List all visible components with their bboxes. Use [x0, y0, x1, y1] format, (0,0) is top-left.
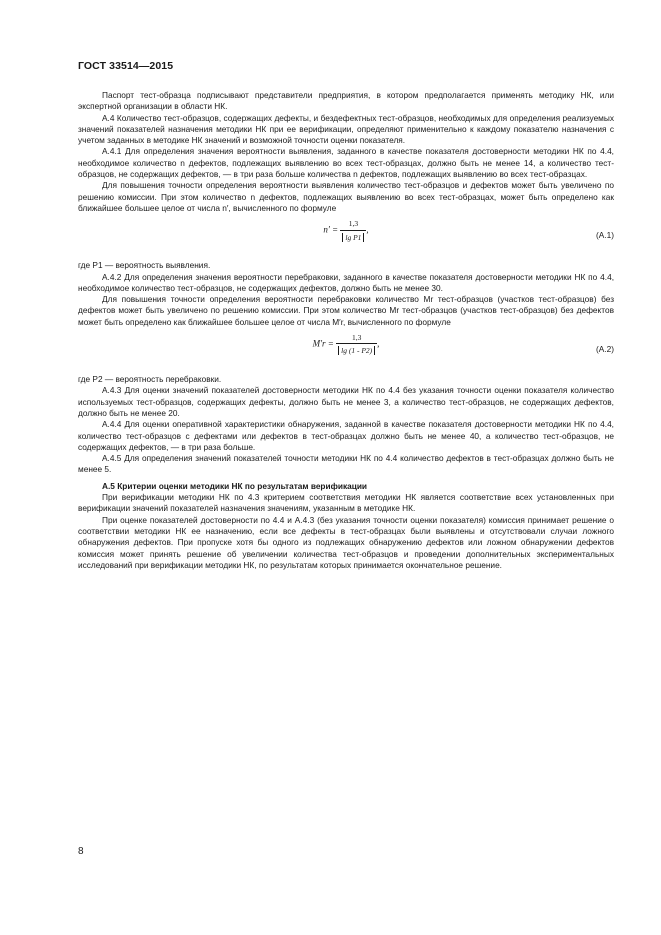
body-text [78, 90, 614, 571]
paragraph: При верификации методики НК по 4.3 критерием соответствия методики НК является соответствие всех установленных при верификации значений показателей назначения значениям, указанным в методике НК. [78, 492, 614, 514]
page-number: 8 [78, 846, 84, 857]
where-clause: где P2 — вероятность перебраковки. [78, 374, 222, 385]
paragraph: А.4.5 Для определения значений показателей точности методики НК по 4.4 количество дефектов в тест-образцах должно быть не менее 5. [78, 453, 614, 475]
paragraph: При оценке показателей достоверности по 4.4 и А.4.3 (без указания точности оценки показателя) комиссия принимает решение о соответствии методики НК ее назначению, если все дефекты в тест-образцах были выявлены и отсутствовали случаи ложного обнаружения дефектов. При пропуске хотя бы одного из подлежащих обнаружению дефектов или ложном обнаружении дефектов комиссия может принять решение об увеличении количества тест-образцов и проведении дополнительных экспериментальных исследований при верификации методики НК, по результатам которых принимается окончательное решение. [78, 514, 614, 570]
formula-tail: , [377, 338, 380, 349]
paragraph: А.4.4 Для оценки оперативной характеристики обнаружения, заданной в качестве показателя достоверности методики НК по 4.4, количество тест-образцов с дефектами или дефектов в тест-образцах должно быть не менее 40, а количество тест-образцов, не содержащих дефектов, — в три раза больше. [78, 419, 614, 452]
paragraph: А.4.3 Для оценки значений показателей достоверности методики НК по 4.4 без указания точности оценки показателя количество используемых тест-образцов, содержащих дефекты, должно быть не менее 3, а количество тест-образцов, не содержащих дефектов, должно быть не менее 20. [78, 385, 614, 418]
formula-a2 [78, 332, 614, 370]
section-title: А.5 Критерии оценки методики НК по результатам верификации [102, 480, 368, 491]
standard-header: ГОСТ 33514—2015 [78, 60, 174, 72]
formula-a1 [78, 218, 614, 256]
paragraph: Паспорт тест-образца подписывают представители предприятия, в котором предполагается применять методику НК, или экспертной организации в области НК. [78, 90, 614, 112]
formula-numerator: 1,3 [336, 332, 377, 344]
formula-fraction [340, 218, 369, 243]
formula-fraction [336, 332, 380, 357]
paragraph: Для повышения точности определения вероятности выявления количество тест-образцов и дефектов может быть увеличено по решению комиссии. При этом количество n дефектов, подлежащих выявлению во всех тест-образцах, может быть определено как ближайшее большее целое от числа n′, вычисленного по формуле [78, 180, 614, 213]
formula-lhs: n′ = [323, 224, 339, 235]
formula-tail: , [366, 224, 369, 235]
paragraph: А.4.1 Для определения значения вероятности выявления, заданного в качестве показателя достоверности методики НК по 4.4, необходимое количество n дефектов, подлежащих выявлению во всех тест-образцах, должно быть не менее 14, а количество тест-образцов, не содержащих дефектов, — в три раза больше количества n дефектов, подлежащих выявлению во всех тест-образцах. [78, 146, 614, 180]
paragraph: Для повышения точности определения вероятности перебраковки количество Mr тест-образцов (участков тест-образцов) без дефектов может быть увеличено по решению комиссии. При этом количество Mr тест-образцов (участков тест-образцов) без дефектов может быть определено как ближайшее большее целое от числа M′r, вычисленного по формуле [78, 294, 614, 327]
paragraph: А.4 Количество тест-образцов, содержащих дефекты, и бездефектных тест-образцов, необходимых для определения реализуемых значений показателей назначения методики НК при ее верификации, определяют применительно к каждому показателю назначения с учетом заданных в методике НК значений и возможной точности оценки показателя. [78, 112, 614, 146]
formula-number: (А.1) [596, 230, 614, 241]
formula-denominator: lg (1 - P2) [338, 346, 375, 355]
formula-lhs: M′r = [312, 338, 334, 349]
where-clause: где P1 — вероятность выявления. [78, 260, 211, 271]
formula-number: (А.2) [596, 344, 614, 355]
paragraph: А.4.2 Для определения значения вероятности перебраковки, заданного в качестве показателя достоверности методики НК по 4.4, необходимое количество тест-образцов, не содержащих дефектов, должно быть не менее 30. [78, 271, 614, 293]
formula-numerator: 1,3 [340, 218, 366, 230]
formula-denominator: lg P1 [342, 233, 364, 242]
